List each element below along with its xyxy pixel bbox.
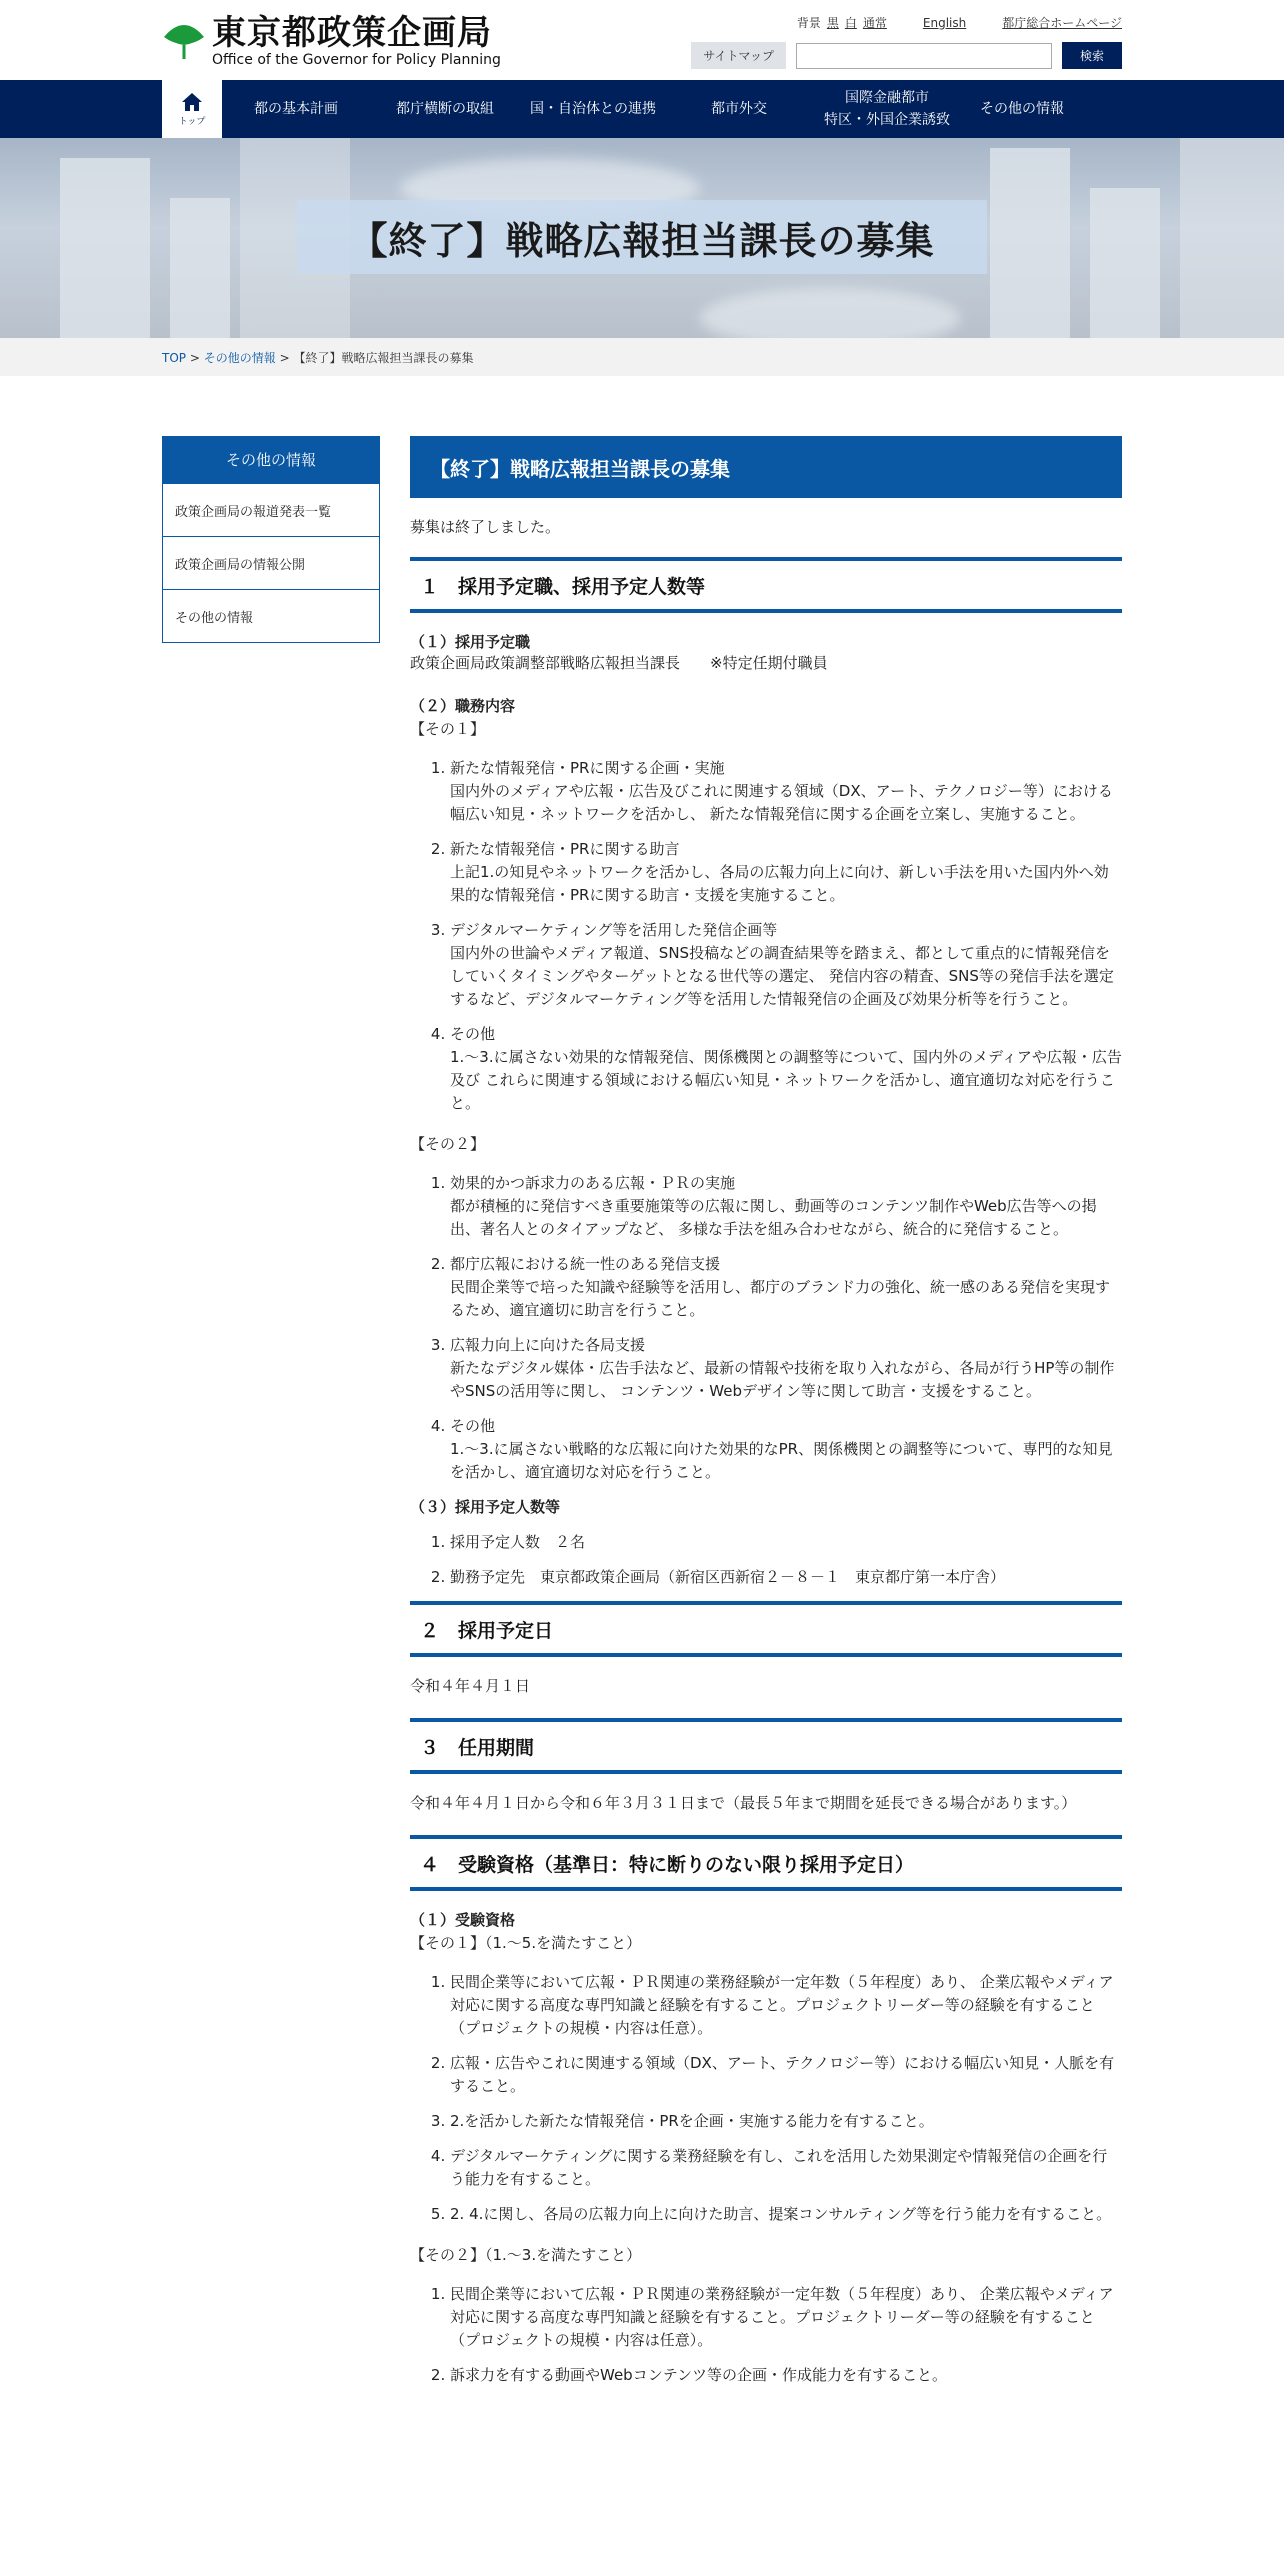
start-date-text: 令和４年４月１日: [410, 1677, 531, 1695]
list-item: 4. その他 1.～3.に属さない戦略的な広報に向けた効果的なPR、関係機関との調整等について、専門的な知見を活かし、適宜適切な対応を行うこと。: [450, 1415, 1122, 1484]
breadcrumb: [0, 338, 1284, 376]
sidebar-item-other-info[interactable]: その他の情報: [162, 590, 380, 643]
nav-financial-city-line2: 特区・外国企業誘致: [824, 112, 950, 128]
background-switcher: [797, 14, 887, 31]
breadcrumb-separator: >: [279, 351, 290, 365]
hero-title: 【終了】戦略広報担当課長の募集: [349, 218, 935, 263]
qualification-list-1: [410, 1971, 1122, 2226]
subsection-heading: （１）受験資格: [410, 1911, 516, 1929]
list-item: 2. 勤務予定先 東京都政策企画局（新宿区西新宿２－８－１ 東京都庁第一本庁舎）: [450, 1566, 1122, 1589]
hero-banner: [0, 138, 1284, 338]
page-title: 【終了】戦略広報担当課長の募集: [410, 436, 1122, 498]
breadcrumb-current: 【終了】戦略広報担当課長の募集: [293, 351, 474, 365]
logo-title: 東京都政策企画局: [212, 13, 492, 53]
subsection-heading: （３）採用予定人数等: [410, 1498, 561, 1516]
nav-financial-city[interactable]: [812, 80, 962, 138]
home-icon: [181, 92, 203, 112]
global-nav: [0, 80, 1284, 138]
list-item: 5. 2. 4.に関し、各局の広報力向上に向けた助言、提案コンサルティング等を行う能力を有すること。: [450, 2203, 1122, 2226]
hero-title-box: [297, 200, 987, 274]
list-item: 2. 都庁広報における統一性のある発信支援 民間企業等で培った知識や経験等を活用し、都庁のブランド力の強化、統一感のある発信を実現するため、適宜適切に助言を行うこと。: [450, 1253, 1122, 1322]
utility-links: [797, 14, 1122, 31]
home-label: トップ: [178, 116, 206, 127]
section-heading: ２ 採用予定日: [410, 1601, 1122, 1657]
breadcrumb-separator: >: [189, 351, 200, 365]
tokyo-home-link[interactable]: 都庁総合ホームページ: [1002, 16, 1122, 30]
search-input[interactable]: [796, 43, 1052, 69]
nav-home[interactable]: [162, 80, 222, 138]
list-item: 2. 新たな情報発信・PRに関する助言 上記1.の知見やネットワークを活かし、各局の広報力向上に向け、新しい手法を用いた国内外へ効果的な情報発信・PRに関する助言・支援を実施すること。: [450, 838, 1122, 907]
list-item: 1. 民間企業等において広報・ＰＲ関連の業務経験が一定年数（５年程度）あり、 企業広報やメディア対応に関する高度な専門知識と経験を有すること。プロジェクトリーダー等の経験を有すること（プロジェクトの規模・内容は任意）。: [450, 1971, 1122, 2040]
list-item: 1. 新たな情報発信・PRに関する企画・実施 国内外のメディアや広報・広告及びこれに関連する領域（DX、アート、テクノロジー等）における幅広い知見・ネットワークを活かし、 新たな情報発信に関する企画を立案し、実施すること。: [450, 757, 1122, 826]
list-item: 3. 2.を活かした新たな情報発信・PRを企画・実施する能力を有すること。: [450, 2110, 1122, 2133]
nav-other-info[interactable]: その他の情報: [980, 101, 1064, 117]
ginkgo-leaf-icon: [162, 19, 206, 63]
nav-city-diplomacy[interactable]: 都市外交: [711, 101, 767, 117]
background-label: 背景: [796, 16, 821, 30]
duties-list-2: [410, 1172, 1122, 1484]
part-label: 【その１】（1.～5.を満たすこと）: [410, 1934, 642, 1952]
site-header: [0, 0, 1284, 80]
list-item: 2. 訴求力を有する動画やWebコンテンツ等の企画・作成能力を有すること。: [450, 2364, 1122, 2387]
english-link[interactable]: English: [922, 15, 967, 30]
section-heading: ３ 任用期間: [410, 1718, 1122, 1774]
main-content: [410, 436, 1122, 2399]
part-label: 【その２】: [410, 1135, 486, 1153]
bg-black-link[interactable]: 黒: [826, 16, 839, 30]
site-logo[interactable]: [162, 14, 501, 68]
nav-national-local[interactable]: 国・自治体との連携: [530, 101, 656, 117]
bg-white-link[interactable]: 白: [844, 16, 857, 30]
list-item: 1. 民間企業等において広報・ＰＲ関連の業務経験が一定年数（５年程度）あり、 企業広報やメディア対応に関する高度な専門知識と経験を有すること。プロジェクトリーダー等の経験を有すること（プロジェクトの規模・内容は任意）。: [450, 2283, 1122, 2352]
list-item: 3. デジタルマーケティング等を活用した発信企画等 国内外の世論やメディア報道、SNS投稿などの調査結果等を踏まえ、都として重点的に情報発信をしていくタイミングやターゲットとなる世代等の選定、 発信内容の精査、SNS等の発信手法を選定するなど、デジタルマーケティング等を活用した情報発信の企画及び効果分析等を行うこと。: [450, 919, 1122, 1011]
subsection-heading: （２）職務内容: [410, 697, 516, 715]
list-item: 3. 広報力向上に向けた各局支援 新たなデジタル媒体・広告手法など、最新の情報や技術を取り入れながら、各局が行うHP等の制作やSNSの活用等に関し、 コンテンツ・Webデザイン等に関して助言・支援をすること。: [450, 1334, 1122, 1403]
duties-list-1: [410, 757, 1122, 1115]
sidebar-item-press-releases[interactable]: 政策企画局の報道発表一覧: [162, 484, 380, 537]
section-heading: １ 採用予定職、採用予定人数等: [410, 557, 1122, 613]
list-item: 2. 広報・広告やこれに関連する領域（DX、アート、テクノロジー等）における幅広い知見・人脈を有すること。: [450, 2052, 1122, 2098]
part-label: 【その１】: [410, 720, 486, 738]
list-item: 1. 採用予定人数 ２名: [450, 1531, 1122, 1554]
nav-basic-plan[interactable]: 都の基本計画: [254, 101, 338, 117]
nav-financial-city-line1: 国際金融都市: [845, 90, 929, 106]
sidebar: [162, 436, 380, 643]
list-item: 4. その他 1.～3.に属さない効果的な情報発信、関係機関との調整等について、国内外のメディアや広報・広告及び これらに関連する領域における幅広い知見・ネットワークを活かし、適宜適切な対応を行うこと。: [450, 1023, 1122, 1115]
breadcrumb-top[interactable]: TOP: [162, 351, 187, 365]
search-row: [691, 42, 1122, 69]
sidebar-heading: その他の情報: [162, 436, 380, 484]
bg-normal-link[interactable]: 通常: [862, 16, 887, 30]
logo-subtitle: Office of the Governor for Policy Planning: [212, 52, 501, 68]
section-heading: ４ 受験資格（基準日：特に断りのない限り採用予定日）: [410, 1835, 1122, 1891]
position-text: 政策企画局政策調整部戦略広報担当課長 ※特定任期付職員: [410, 654, 828, 672]
qualification-list-2: [410, 2283, 1122, 2387]
sidebar-item-info-disclosure[interactable]: 政策企画局の情報公開: [162, 537, 380, 590]
search-button[interactable]: 検索: [1062, 42, 1122, 69]
closed-notice: 募集は終了しました。: [410, 518, 561, 536]
term-text: 令和４年４月１日から令和６年３月３１日まで（最長５年まで期間を延長できる場合があります。）: [410, 1794, 1077, 1812]
headcount-list: [410, 1531, 1122, 1589]
nav-cross-agency[interactable]: 都庁横断の取組: [396, 101, 494, 117]
sitemap-button[interactable]: サイトマップ: [691, 42, 786, 69]
list-item: 1. 効果的かつ訴求力のある広報・ＰＲの実施 都が積極的に発信すべき重要施策等の広報に関し、動画等のコンテンツ制作やWeb広告等への掲出、著名人とのタイアップなど、 多様な手法を組み合わせながら、統合的に発信すること。: [450, 1172, 1122, 1241]
part-label: 【その２】（1.～3.を満たすこと）: [410, 2246, 642, 2264]
subsection-heading: （１）採用予定職: [410, 633, 531, 651]
list-item: 4. デジタルマーケティングに関する業務経験を有し、これを活用した効果測定や情報発信の企画を行う能力を有すること。: [450, 2145, 1122, 2191]
breadcrumb-other-info[interactable]: その他の情報: [203, 351, 276, 365]
